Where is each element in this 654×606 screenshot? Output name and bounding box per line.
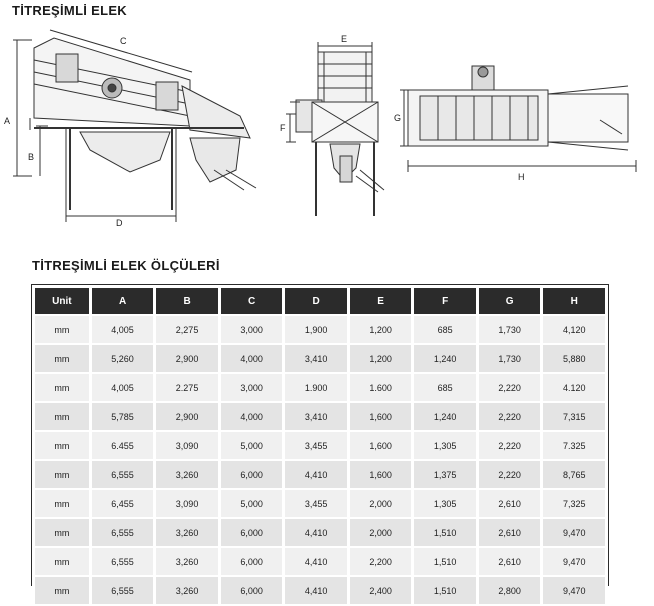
header-cell-h: H xyxy=(543,288,605,314)
table-cell: 5,000 xyxy=(221,432,283,459)
table-cell: 3,000 xyxy=(221,316,283,343)
table-cell: 2,275 xyxy=(156,316,218,343)
table-row xyxy=(35,374,605,401)
table-cell: mm xyxy=(35,577,89,604)
table-cell: 2,220 xyxy=(479,461,541,488)
table-cell: 6,000 xyxy=(221,577,283,604)
table-cell: 1,600 xyxy=(350,403,412,430)
table-cell: 5,880 xyxy=(543,345,605,372)
header-cell-e: E xyxy=(350,288,412,314)
table-cell: 7,325 xyxy=(543,490,605,517)
table-header-row xyxy=(35,288,605,314)
dimensions-table xyxy=(32,286,608,606)
dim-label-f: F xyxy=(280,123,286,133)
table-cell: 4,410 xyxy=(285,461,347,488)
table-cell: 4,005 xyxy=(92,316,154,343)
table-cell: 4,410 xyxy=(285,577,347,604)
table-cell: 2,220 xyxy=(479,403,541,430)
table-cell: 1,600 xyxy=(350,432,412,459)
table-row xyxy=(35,432,605,459)
table-row xyxy=(35,490,605,517)
table-cell: 1,200 xyxy=(350,316,412,343)
table-cell: 4,410 xyxy=(285,519,347,546)
header-cell-c: C xyxy=(221,288,283,314)
table-cell: 6,455 xyxy=(92,490,154,517)
dim-label-d: D xyxy=(116,218,123,228)
table-cell: 4,005 xyxy=(92,374,154,401)
table-cell: 3,455 xyxy=(285,432,347,459)
table-cell: 3,000 xyxy=(221,374,283,401)
table-cell: 2,000 xyxy=(350,490,412,517)
header-cell-g: G xyxy=(479,288,541,314)
table-cell: 6,555 xyxy=(92,577,154,604)
table-cell: 5,260 xyxy=(92,345,154,372)
table-cell: 6,000 xyxy=(221,461,283,488)
table-row xyxy=(35,519,605,546)
table-cell: 1,510 xyxy=(414,577,476,604)
table-cell: mm xyxy=(35,316,89,343)
table-cell: 4,000 xyxy=(221,345,283,372)
table-cell: 1,200 xyxy=(350,345,412,372)
table-cell: 2.275 xyxy=(156,374,218,401)
table-cell: 1,510 xyxy=(414,519,476,546)
table-cell: 1,730 xyxy=(479,345,541,372)
table-cell: 1,900 xyxy=(285,316,347,343)
table-row xyxy=(35,316,605,343)
table-cell: 5,000 xyxy=(221,490,283,517)
table-cell: 2,200 xyxy=(350,548,412,575)
table-cell: 1,305 xyxy=(414,432,476,459)
table-cell: mm xyxy=(35,519,89,546)
table-cell: 6,000 xyxy=(221,548,283,575)
table-cell: 8,765 xyxy=(543,461,605,488)
side-view xyxy=(13,30,256,222)
dim-label-c: C xyxy=(120,36,127,46)
page-title: TİTREŞİMLİ ELEK xyxy=(12,3,127,18)
table-cell: 3,260 xyxy=(156,548,218,575)
table-cell: 2,610 xyxy=(479,548,541,575)
table-row xyxy=(35,461,605,488)
table-cell: 3,410 xyxy=(285,403,347,430)
table-cell: 3,090 xyxy=(156,432,218,459)
table-cell: 1,730 xyxy=(479,316,541,343)
header-cell-f: F xyxy=(414,288,476,314)
technical-drawing xyxy=(0,20,654,232)
table-cell: 3,410 xyxy=(285,345,347,372)
dim-label-h: H xyxy=(518,172,525,182)
header-cell-d: D xyxy=(285,288,347,314)
table-cell: mm xyxy=(35,374,89,401)
table-row xyxy=(35,577,605,604)
table-cell: mm xyxy=(35,548,89,575)
front-view xyxy=(286,42,384,216)
table-cell: 2,000 xyxy=(350,519,412,546)
table-cell: 9,470 xyxy=(543,519,605,546)
table-cell: 7.325 xyxy=(543,432,605,459)
header-cell-unit: Unit xyxy=(35,288,89,314)
table-cell: 1.600 xyxy=(350,374,412,401)
dim-label-a: A xyxy=(4,116,11,126)
table-cell: 685 xyxy=(414,316,476,343)
table-cell: 2,900 xyxy=(156,345,218,372)
table-cell: 4,410 xyxy=(285,548,347,575)
table-cell: 1,240 xyxy=(414,345,476,372)
dim-label-e: E xyxy=(341,34,348,44)
table-cell: 5,785 xyxy=(92,403,154,430)
table-cell: mm xyxy=(35,403,89,430)
table-cell: 2,610 xyxy=(479,490,541,517)
table-cell: 1,600 xyxy=(350,461,412,488)
table-cell: 2,400 xyxy=(350,577,412,604)
table-cell: 6.455 xyxy=(92,432,154,459)
dim-label-g: G xyxy=(394,113,402,123)
table-cell: 2,610 xyxy=(479,519,541,546)
table-cell: 2,220 xyxy=(479,432,541,459)
table-cell: 2,800 xyxy=(479,577,541,604)
header-cell-b: B xyxy=(156,288,218,314)
table-cell: 4,000 xyxy=(221,403,283,430)
table-cell: 7,315 xyxy=(543,403,605,430)
top-view xyxy=(400,66,636,172)
table-cell: 9,470 xyxy=(543,548,605,575)
header-cell-a: A xyxy=(92,288,154,314)
table-cell: 4.120 xyxy=(543,374,605,401)
table-cell: 6,000 xyxy=(221,519,283,546)
table-cell: 2,900 xyxy=(156,403,218,430)
table-cell: 1,375 xyxy=(414,461,476,488)
table-cell: 3,260 xyxy=(156,577,218,604)
table-cell: 4,120 xyxy=(543,316,605,343)
table-title: TİTREŞİMLİ ELEK ÖLÇÜLERİ xyxy=(32,258,220,273)
table-cell: mm xyxy=(35,432,89,459)
table-cell: 1,240 xyxy=(414,403,476,430)
table-cell: 1.900 xyxy=(285,374,347,401)
table-cell: 3,260 xyxy=(156,461,218,488)
table-cell: 2,220 xyxy=(479,374,541,401)
table-cell: 6,555 xyxy=(92,519,154,546)
table-cell: 685 xyxy=(414,374,476,401)
table-cell: 1,510 xyxy=(414,548,476,575)
table-row xyxy=(35,548,605,575)
table-cell: 3,090 xyxy=(156,490,218,517)
dim-label-b: B xyxy=(28,152,35,162)
table-cell: mm xyxy=(35,345,89,372)
table-cell: 3,455 xyxy=(285,490,347,517)
table-cell: 9,470 xyxy=(543,577,605,604)
table-cell: 6,555 xyxy=(92,548,154,575)
table-cell: 6,555 xyxy=(92,461,154,488)
table-cell: 3,260 xyxy=(156,519,218,546)
table-row xyxy=(35,403,605,430)
table-cell: 1,305 xyxy=(414,490,476,517)
table-cell: mm xyxy=(35,461,89,488)
table-row xyxy=(35,345,605,372)
table-cell: mm xyxy=(35,490,89,517)
